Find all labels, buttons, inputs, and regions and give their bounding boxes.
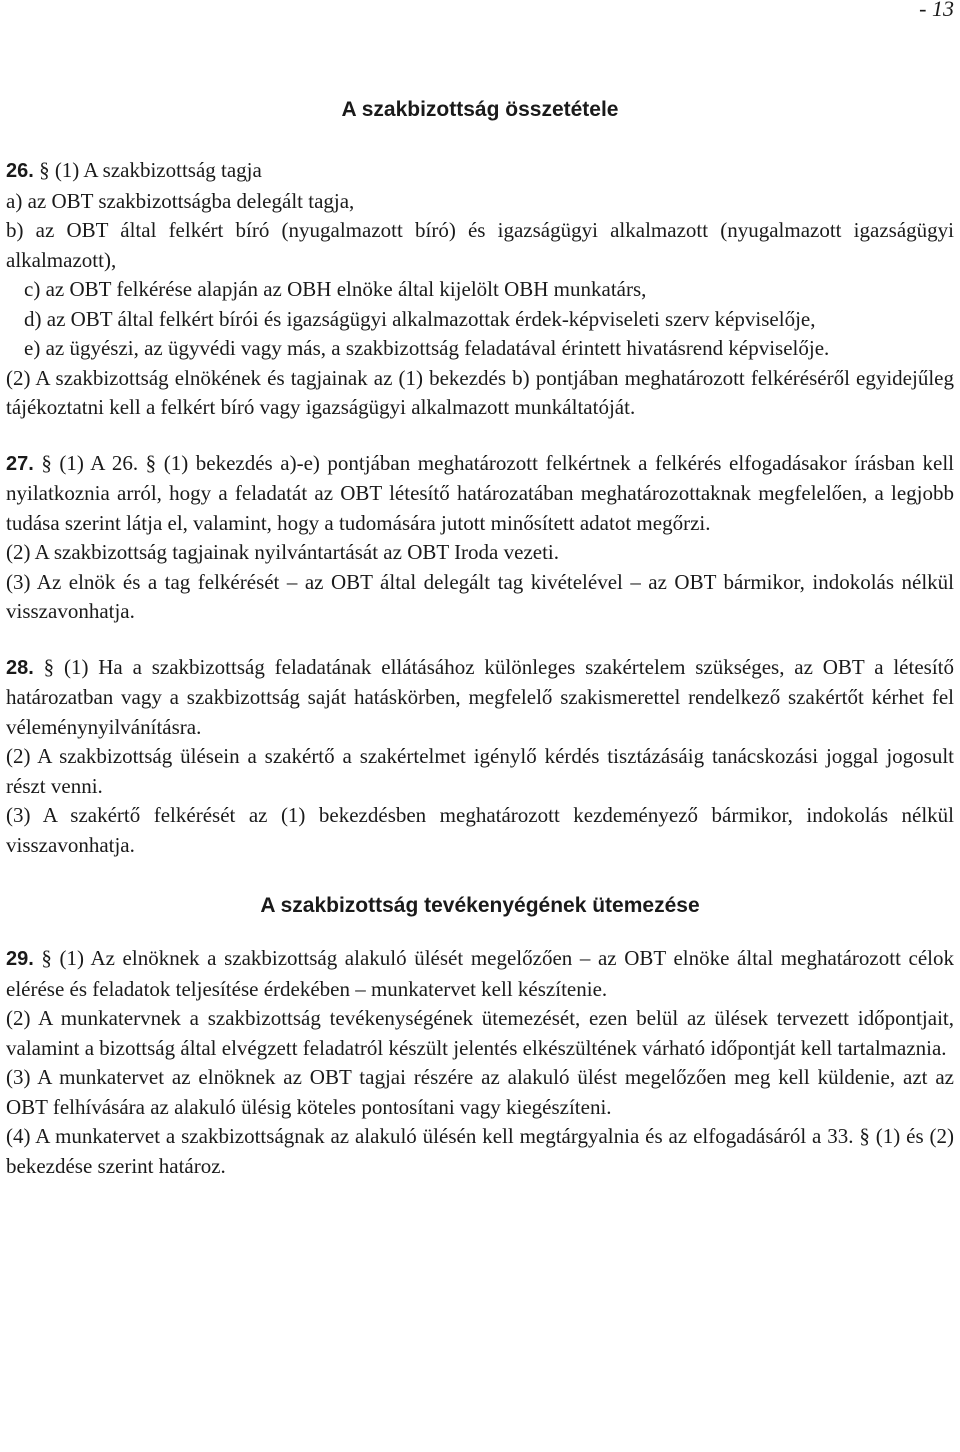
document-page: [6, 0, 954, 1181]
s26-point-a: a) az OBT szakbizottságba delegált tagja,: [6, 188, 355, 213]
s29-paragraph-2: (2) A munkatervnek a szakbizottság tevékenységének ütemezését, ezen belül az ülések tervezett időpontjait, valamint a bizottság által elvégzett feladatról készült jelentés elkészültének várható időpontját kell tartalmaznia.: [6, 1006, 954, 1060]
s28-number: 28.: [6, 656, 34, 679]
s29-paragraph-4: (4) A munkatervet a szakbizottságnak az alakuló ülésén kell megtárgyalnia és az elfogadásáról a 33. § (1) és (2) bekezdése szerint határoz.: [6, 1124, 954, 1178]
s27-p1-text: § (1) A 26. § (1) bekezdés a)-e) pontjában meghatározott felkértnek a felkérés elfogadásakor írásban kell nyilatkoznia arról, hogy a feladatát az OBT létesítő határozatában meghatározottaknak megfelelően, a legjobb tudása szerint látja el, valamint, hogy a tudomására jutott minősített adatot megőrzi.: [6, 450, 955, 535]
s29-paragraph-1: [6, 944, 954, 1004]
s27-paragraph-1: [6, 449, 954, 539]
section-heading-composition: A szakbizottság összetétele: [341, 98, 619, 121]
s28-paragraph-1: [6, 653, 954, 743]
s26-paragraph-1: [6, 156, 954, 187]
s26-point-e: e) az ügyészi, az ügyvédi vagy más, a szakbizottság feladatával érintett hivatásrend képviselője.: [24, 336, 830, 360]
s27-number: 27.: [6, 452, 34, 475]
s27-paragraph-3: (3) Az elnök és a tag felkérését – az OBT által delegált tag kivételével – az OBT bármikor, indokolás nélkül visszavonhatja.: [6, 569, 954, 623]
s29-paragraph-3: (3) A munkatervet az elnöknek az OBT tagjai részére az alakuló ülést megelőzően meg kell küldenie, azt az OBT felhívására az alakuló ülésig köteles pontosítani vagy kiegészíteni.: [6, 1065, 954, 1119]
s26-point-c: c) az OBT felkérése alapján az OBH elnöke által kijelölt OBH munkatárs,: [24, 277, 647, 301]
s26-p1-text: § (1) A szakbizottság tagja: [39, 158, 262, 182]
s26-number: 26.: [6, 160, 34, 182]
s29-p1-text: § (1) Az elnöknek a szakbizottság alakuló ülését megelőzően – az OBT elnöke által meghatározott célok elérése és feladatok teljesítése érdekében – munkatervet kell készítenie.: [6, 946, 954, 1001]
s28-p1-text: § (1) Ha a szakbizottság feladatának ellátásához különleges szakértelem szükséges, az OBT a létesítő határozatban vagy a szakbizottság saját hatáskörben, megfelelő szakismerettel rendelkező szakértőt kérhet fel véleménynyilvánításra.: [6, 654, 954, 739]
section-heading-schedule: A szakbizottság tevékenyégének ütemezése: [260, 894, 700, 917]
s26-point-d: d) az OBT által felkért bírói és igazságügyi alkalmazottak érdek-képviseleti szerv képviselője,: [24, 306, 816, 331]
s29-number: 29.: [6, 948, 34, 970]
s26-point-b: b) az OBT által felkért bíró (nyugalmazott bíró) és igazságügyi alkalmazott (nyugalmazott igazságügyi alkalmazott),: [6, 218, 954, 272]
s27-paragraph-2: (2) A szakbizottság tagjainak nyilvántartását az OBT Iroda vezeti.: [6, 540, 560, 564]
s28-paragraph-3: (3) A szakértő felkérését az (1) bekezdésben meghatározott kezdeményező bármikor, indokolás nélkül visszavonhatja.: [6, 803, 954, 857]
s26-paragraph-2: (2) A szakbizottság elnökének és tagjainak az (1) bekezdés b) pontjában meghatározott felkéréséről egyidejűleg tájékoztatni kell a felkért bíró vagy igazságügyi alkalmazott munkáltatóját.: [6, 365, 954, 419]
page-number: - 13: [919, 0, 954, 21]
s28-paragraph-2: (2) A szakbizottság ülésein a szakértő a szakértelmet igénylő kérdés tisztázásáig tanácskozási joggal jogosult részt venni.: [6, 744, 954, 798]
